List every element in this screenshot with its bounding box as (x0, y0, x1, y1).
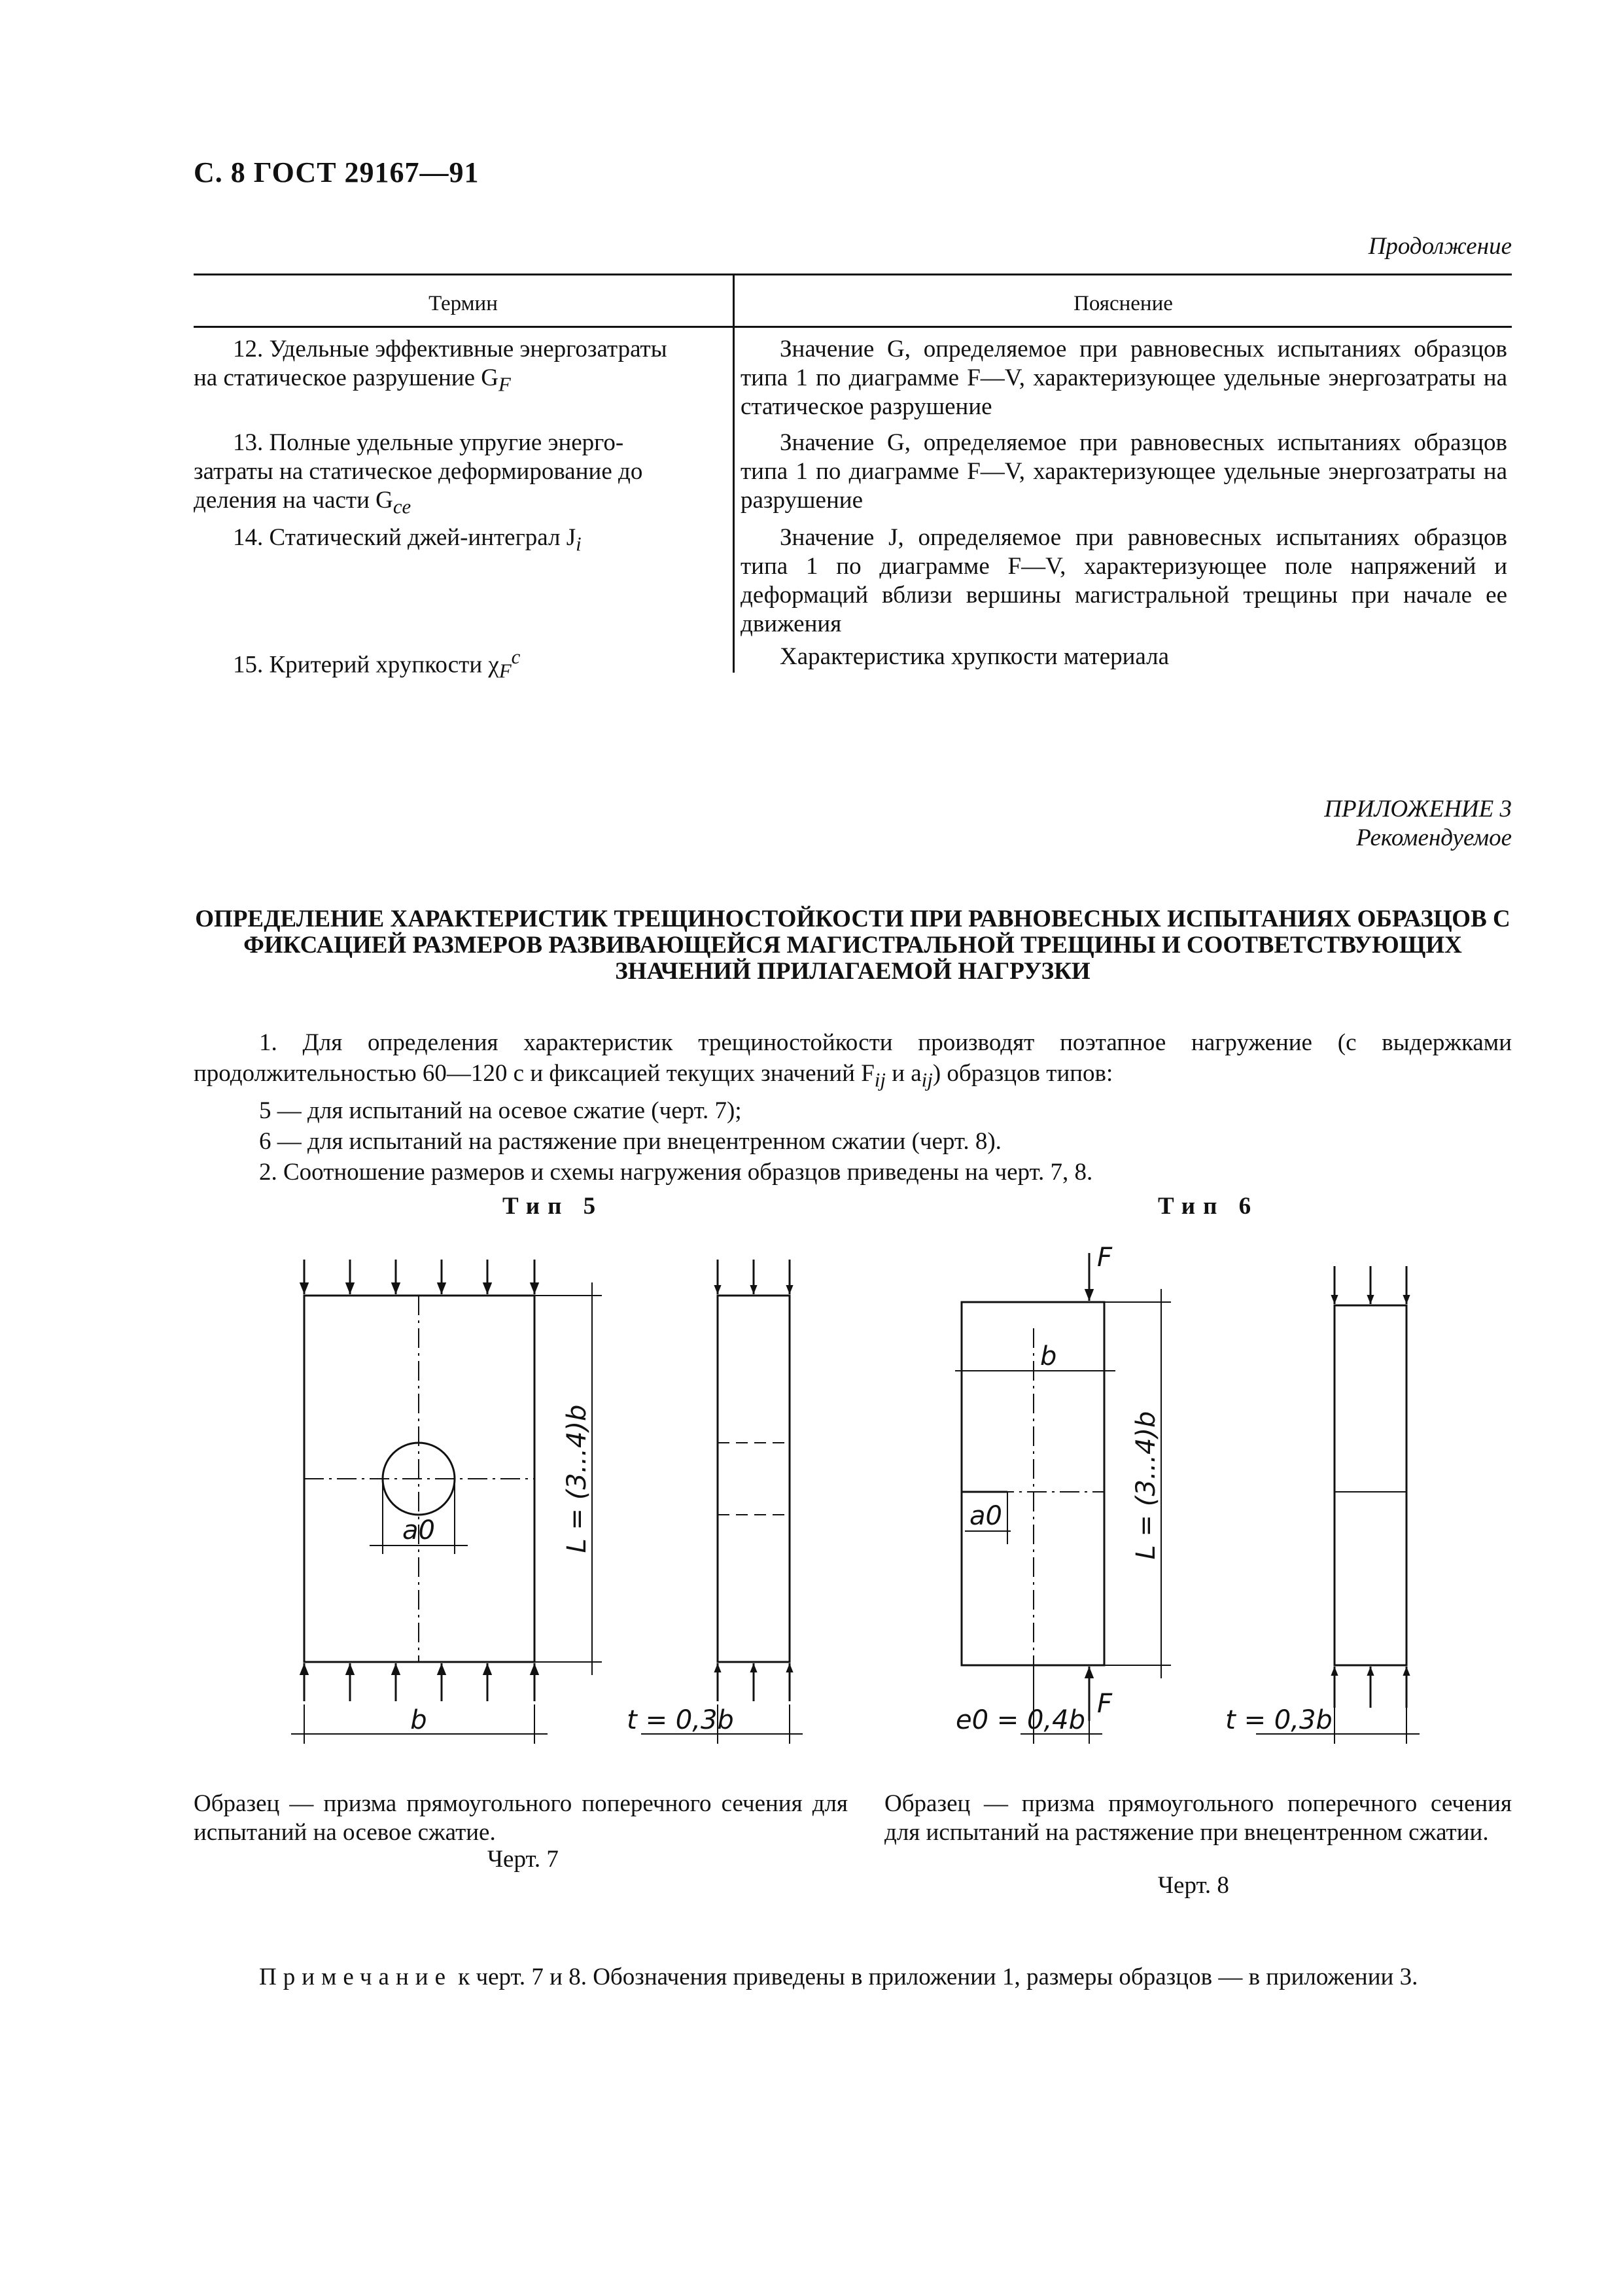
paragraph-3: 6 — для испытаний на растяжение при внецентренном сжатии (черт. 8). (259, 1128, 1002, 1156)
force-label-bottom: F (1097, 1689, 1113, 1719)
fig8-number: Черт. 8 (1158, 1872, 1229, 1899)
appendix-status: Рекомендуемое (1356, 824, 1512, 851)
note-text: к черт. 7 и 8. Обозначения приведены в приложении 1, размеры образцов — в приложении 3. (452, 1964, 1418, 1990)
p1-sub: ij (921, 1069, 933, 1091)
dim-label-a0: a0 (402, 1515, 435, 1545)
explanation-text: Значение J, определяемое при равновесных испытаниях образцов типа 1 по диаграмме F—V, характеризующее поле напряжений и деформаций вблизи вершины магистральной трещины при начале ее движения (741, 524, 1507, 637)
type6-side-view (1256, 1266, 1420, 1744)
type5-front-view (291, 1260, 602, 1744)
term-line: затраты на статическое деформирование до (194, 458, 643, 485)
table-header-term: Термин (428, 292, 498, 315)
term-subscript: i (576, 533, 582, 556)
dim-label-e0: e0 = 0,4b (955, 1705, 1086, 1735)
note-lead: Примечание (259, 1964, 452, 1990)
term-line-text: деления на части G (194, 487, 393, 514)
dim-label-L-type6: L = (3...4)b (1131, 1411, 1161, 1560)
dim-label-t: t = 0,3b (627, 1705, 734, 1735)
force-label-top: F (1097, 1243, 1113, 1273)
appendix-number: ПРИЛОЖЕНИЕ 3 (1324, 796, 1512, 822)
explanation-text: Значение G, определяемое при равновесных испытаниях образцов типа 1 по диаграмме F—V, характеризующее удельные энергозатраты на разрушение (741, 429, 1507, 514)
fig7-number: Черт. 7 (487, 1846, 559, 1873)
section-title: ОПРЕДЕЛЕНИЕ ХАРАКТЕРИСТИК ТРЕЩИНОСТОЙКОСТИ ПРИ РАВНОВЕСНЫХ ИСПЫТАНИЯХ ОБРАЗЦОВ С ФИКСАЦИЕЙ РАЗМЕРОВ РАЗВИВАЮЩЕЙСЯ МАГИСТРАЛЬНОЙ ТРЕЩИНЫ И СООТВЕТСТВУЮЩИХ ЗНАЧЕНИЙ ПРИЛАГАЕМОЙ НАГРУЗКИ (195, 906, 1510, 985)
paragraph-4: 2. Соотношение размеров и схемы нагружения образцов приведены на черт. 7, 8. (259, 1159, 1093, 1186)
term-subscript: ce (393, 495, 411, 518)
table-header-explanation: Пояснение (1073, 292, 1173, 315)
term-subscript: F (498, 660, 512, 682)
note (194, 1962, 1512, 1992)
type6-label: Тип 6 (1158, 1193, 1259, 1220)
explanation-text: Значение G, определяемое при равновесных испытаниях образцов типа 1 по диаграмме F—V, характеризующее удельные энергозатраты на статическое разрушение (741, 336, 1507, 420)
explanation-text: Характеристика хрупкости материала (780, 643, 1170, 670)
p1-mid: и a (885, 1060, 922, 1087)
dim-label-a0-type6: a0 (969, 1501, 1002, 1531)
caption-fig8: Образец — призма прямоугольного поперечного сечения для испытаний на растяжение при внецентренном сжатии. (884, 1790, 1512, 1846)
continuation-label: Продолжение (1368, 233, 1512, 260)
paragraph-2: 5 — для испытаний на осевое сжатие (черт. 7); (259, 1097, 742, 1125)
term-line-text: 14. Статический джей-интеграл J (233, 524, 576, 551)
term-superscript: c (511, 646, 521, 668)
p1-text: 1. Для определения характеристик трещиностойкости производят поэтапное нагружение (с выдержками продолжительностью 60—120 с и фиксацией текущих значений F (194, 1029, 1512, 1087)
dim-label-b: b (410, 1705, 427, 1735)
dim-label-b-type6: b (1040, 1341, 1057, 1371)
term-subscript: F (498, 373, 511, 396)
p1-end: ) образцов типов: (932, 1060, 1113, 1087)
type5-side-view (641, 1260, 803, 1744)
p1-sub: ij (874, 1069, 886, 1091)
caption-fig7: Образец — призма прямоугольного поперечного сечения для испытаний на осевое сжатие. (194, 1790, 848, 1846)
term-line-text: на статическое разрушение G (194, 364, 499, 391)
dim-label-t-type6: t = 0,3b (1225, 1705, 1333, 1735)
type5-label: Тип 5 (502, 1193, 604, 1220)
term-line: 12. Удельные эффективные энергозатраты (233, 336, 667, 362)
term-line: 13. Полные удельные упругие энерго- (233, 429, 624, 456)
term-line-text: 15. Критерий хрупкости χ (233, 651, 499, 679)
page-header: С. 8 ГОСТ 29167—91 (194, 156, 480, 188)
dim-label-L: L = (3...4)b (562, 1404, 592, 1553)
